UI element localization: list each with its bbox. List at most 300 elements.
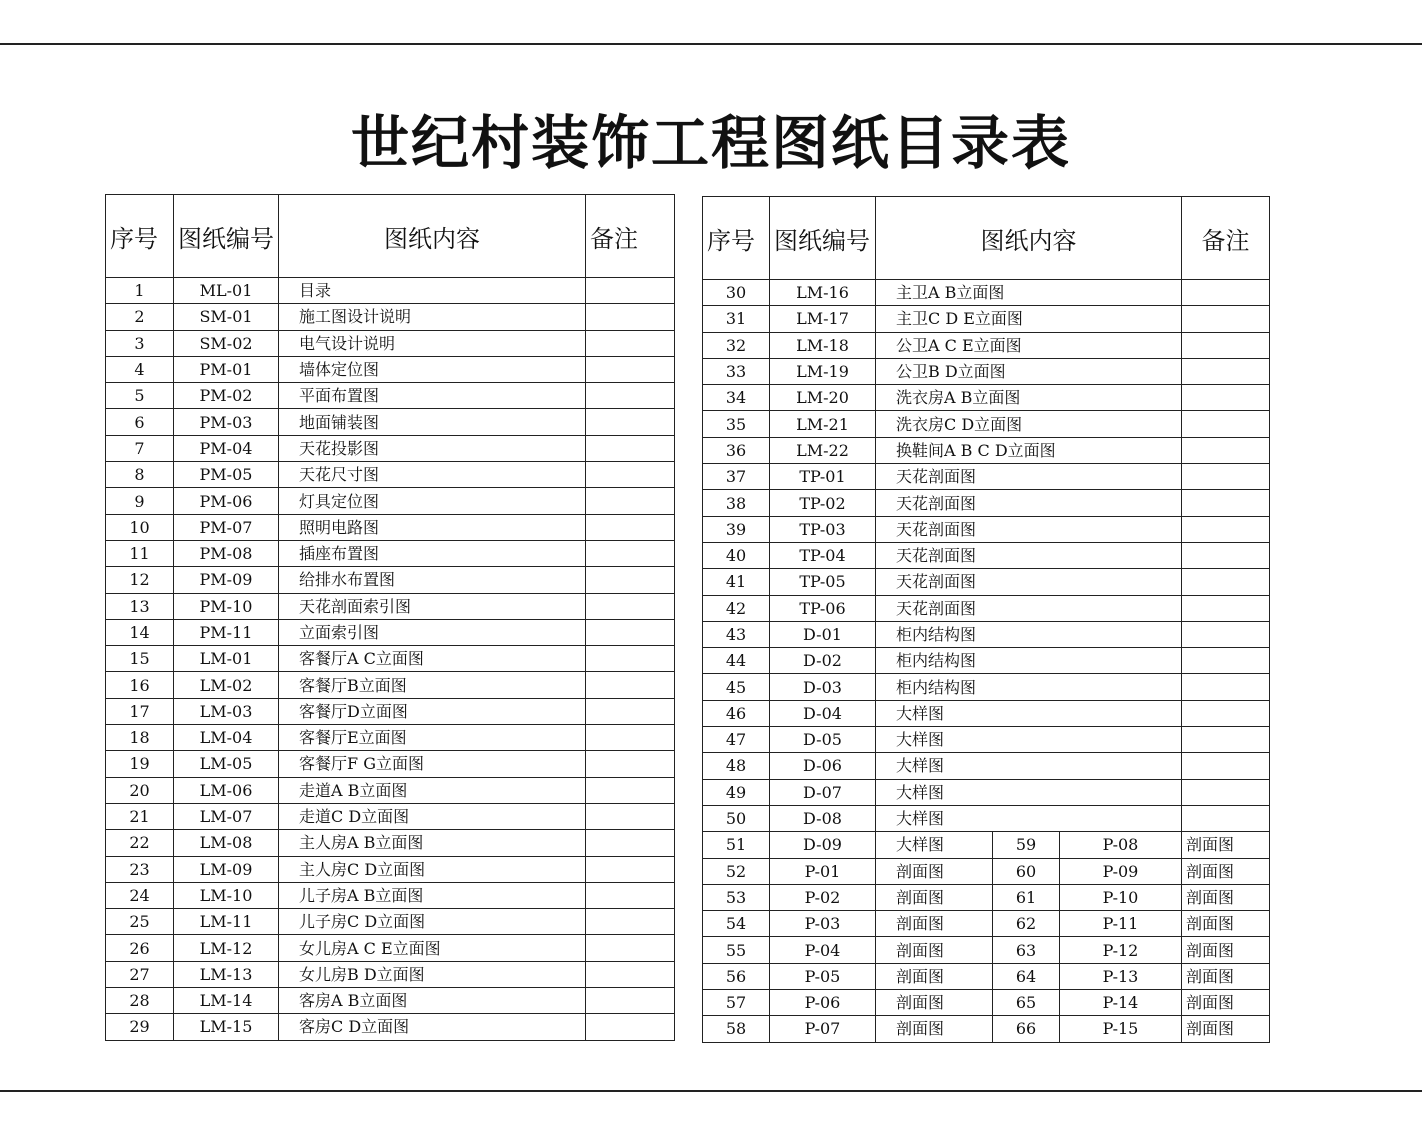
code-cell: TP-06 <box>770 595 876 621</box>
note-cell <box>1182 542 1270 568</box>
code-cell: P-03 <box>770 911 876 937</box>
table-row <box>703 990 1270 1016</box>
table-row <box>106 672 675 698</box>
content-cell: 大样图 <box>876 832 993 858</box>
table-row <box>703 542 1270 568</box>
seq-cell: 26 <box>106 935 174 961</box>
content-cell: 天花剖面图 <box>876 569 1182 595</box>
content-cell-2: 剖面图 <box>1182 911 1270 937</box>
seq-cell: 6 <box>106 409 174 435</box>
table-row <box>106 803 675 829</box>
code-cell: D-06 <box>770 753 876 779</box>
table-row <box>703 674 1270 700</box>
seq-cell: 56 <box>703 963 770 989</box>
content-cell: 柜内结构图 <box>876 621 1182 647</box>
table-row <box>106 304 675 330</box>
table-row <box>703 700 1270 726</box>
content-cell: 施工图设计说明 <box>279 304 586 330</box>
seq-cell: 22 <box>106 830 174 856</box>
seq-cell: 43 <box>703 621 770 647</box>
content-cell: 客房C D立面图 <box>279 1014 586 1040</box>
code-cell: P-01 <box>770 858 876 884</box>
note-cell <box>1182 805 1270 831</box>
seq-cell: 31 <box>703 306 770 332</box>
note-cell <box>586 935 675 961</box>
code-cell: LM-14 <box>174 988 279 1014</box>
seq-cell: 1 <box>106 278 174 304</box>
content-cell: 剖面图 <box>876 858 993 884</box>
table-row <box>106 488 675 514</box>
code-cell: TP-05 <box>770 569 876 595</box>
code-cell: P-02 <box>770 884 876 910</box>
content-cell: 平面布置图 <box>279 383 586 409</box>
table-row <box>106 1014 675 1040</box>
code-cell: PM-04 <box>174 435 279 461</box>
code-cell: PM-01 <box>174 356 279 382</box>
code-cell: LM-21 <box>770 411 876 437</box>
note-cell <box>1182 700 1270 726</box>
note-cell <box>1182 490 1270 516</box>
seq-cell: 20 <box>106 777 174 803</box>
seq-cell: 36 <box>703 437 770 463</box>
content-cell: 客餐厅F G立面图 <box>279 751 586 777</box>
seq-cell: 4 <box>106 356 174 382</box>
header-row <box>106 195 675 278</box>
content-cell: 客餐厅A C立面图 <box>279 646 586 672</box>
note-cell <box>586 514 675 540</box>
note-cell <box>1182 779 1270 805</box>
content-cell: 天花剖面图 <box>876 516 1182 542</box>
seq-cell: 33 <box>703 358 770 384</box>
table-row <box>106 856 675 882</box>
drawing-list-right <box>702 196 1270 1043</box>
table-row <box>703 727 1270 753</box>
content-cell: 天花尺寸图 <box>279 462 586 488</box>
note-cell <box>586 383 675 409</box>
seq-cell: 8 <box>106 462 174 488</box>
code-cell: LM-12 <box>174 935 279 961</box>
code-cell: D-03 <box>770 674 876 700</box>
note-cell <box>1182 280 1270 306</box>
seq-cell: 7 <box>106 435 174 461</box>
seq-cell: 50 <box>703 805 770 831</box>
table-row <box>703 753 1270 779</box>
code-cell: SM-02 <box>174 330 279 356</box>
note-cell <box>586 1014 675 1040</box>
seq-cell-2: 66 <box>993 1016 1060 1042</box>
content-cell: 剖面图 <box>876 911 993 937</box>
code-cell: SM-01 <box>174 304 279 330</box>
content-cell-2: 剖面图 <box>1182 884 1270 910</box>
note-cell <box>1182 727 1270 753</box>
table-row <box>106 593 675 619</box>
content-cell: 主人房C D立面图 <box>279 856 586 882</box>
seq-cell: 18 <box>106 725 174 751</box>
table-row <box>703 621 1270 647</box>
note-cell <box>1182 306 1270 332</box>
content-cell: 地面铺装图 <box>279 409 586 435</box>
table-row <box>106 619 675 645</box>
table-row <box>106 383 675 409</box>
note-cell <box>1182 411 1270 437</box>
code-cell: LM-22 <box>770 437 876 463</box>
note-cell <box>586 619 675 645</box>
note-cell <box>586 330 675 356</box>
note-cell <box>1182 674 1270 700</box>
table-row <box>106 514 675 540</box>
seq-cell-2: 63 <box>993 937 1060 963</box>
seq-cell: 10 <box>106 514 174 540</box>
seq-cell-2: 60 <box>993 858 1060 884</box>
code-cell: LM-02 <box>174 672 279 698</box>
table-row <box>703 385 1270 411</box>
table-row <box>703 832 1270 858</box>
seq-cell: 47 <box>703 727 770 753</box>
content-cell: 天花剖面图 <box>876 542 1182 568</box>
seq-cell: 55 <box>703 937 770 963</box>
note-cell <box>586 856 675 882</box>
table-row <box>703 437 1270 463</box>
note-cell <box>586 988 675 1014</box>
table-row <box>703 516 1270 542</box>
content-cell: 主卫A B立面图 <box>876 280 1182 306</box>
code-cell: LM-17 <box>770 306 876 332</box>
seq-cell: 19 <box>106 751 174 777</box>
code-cell: PM-02 <box>174 383 279 409</box>
content-cell: 洗衣房C D立面图 <box>876 411 1182 437</box>
seq-cell: 48 <box>703 753 770 779</box>
code-cell-2: P-14 <box>1060 990 1182 1016</box>
code-cell: PM-05 <box>174 462 279 488</box>
content-cell: 公卫A C E立面图 <box>876 332 1182 358</box>
code-cell: LM-19 <box>770 358 876 384</box>
note-cell <box>586 725 675 751</box>
table-row <box>703 858 1270 884</box>
content-cell: 大样图 <box>876 753 1182 779</box>
code-cell: LM-05 <box>174 751 279 777</box>
code-cell: PM-10 <box>174 593 279 619</box>
content-cell: 女儿房B D立面图 <box>279 961 586 987</box>
seq-cell-2: 65 <box>993 990 1060 1016</box>
table-row <box>703 1016 1270 1042</box>
table-row <box>703 411 1270 437</box>
code-cell: TP-02 <box>770 490 876 516</box>
table-row <box>106 725 675 751</box>
note-cell <box>586 961 675 987</box>
table-row <box>106 909 675 935</box>
note-cell <box>586 462 675 488</box>
code-cell-2: P-12 <box>1060 937 1182 963</box>
content-cell: 天花投影图 <box>279 435 586 461</box>
table-row <box>703 648 1270 674</box>
content-cell: 给排水布置图 <box>279 567 586 593</box>
code-cell: PM-08 <box>174 540 279 566</box>
header-note: 备注 <box>586 195 675 278</box>
table-row <box>106 830 675 856</box>
seq-cell: 29 <box>106 1014 174 1040</box>
code-cell: LM-09 <box>174 856 279 882</box>
seq-cell: 51 <box>703 832 770 858</box>
seq-cell: 17 <box>106 698 174 724</box>
page-title: 世纪村装饰工程图纸目录表 <box>350 109 1071 177</box>
seq-cell: 54 <box>703 911 770 937</box>
content-cell: 女儿房A C E立面图 <box>279 935 586 961</box>
seq-cell: 13 <box>106 593 174 619</box>
seq-cell: 21 <box>106 803 174 829</box>
table-row <box>703 963 1270 989</box>
content-cell: 公卫B D立面图 <box>876 358 1182 384</box>
content-cell: 儿子房C D立面图 <box>279 909 586 935</box>
content-cell: 照明电路图 <box>279 514 586 540</box>
content-cell: 天花剖面图 <box>876 464 1182 490</box>
code-cell: PM-07 <box>174 514 279 540</box>
table-row <box>106 278 675 304</box>
note-cell <box>586 409 675 435</box>
content-cell: 走道A B立面图 <box>279 777 586 803</box>
table-row <box>703 911 1270 937</box>
table-row <box>703 280 1270 306</box>
seq-cell: 24 <box>106 882 174 908</box>
note-cell <box>1182 332 1270 358</box>
content-cell: 柜内结构图 <box>876 674 1182 700</box>
content-cell: 客餐厅D立面图 <box>279 698 586 724</box>
table-row <box>703 595 1270 621</box>
seq-cell: 28 <box>106 988 174 1014</box>
seq-cell: 34 <box>703 385 770 411</box>
note-cell <box>1182 464 1270 490</box>
code-cell-2: P-09 <box>1060 858 1182 884</box>
content-cell: 柜内结构图 <box>876 648 1182 674</box>
seq-cell: 15 <box>106 646 174 672</box>
content-cell: 主人房A B立面图 <box>279 830 586 856</box>
note-cell <box>1182 621 1270 647</box>
header-code: 图纸编号 <box>174 195 279 278</box>
seq-cell: 27 <box>106 961 174 987</box>
bottom-border-rule <box>0 1090 1422 1092</box>
code-cell: LM-16 <box>770 280 876 306</box>
code-cell: LM-13 <box>174 961 279 987</box>
code-cell: LM-18 <box>770 332 876 358</box>
table-row <box>703 464 1270 490</box>
seq-cell: 9 <box>106 488 174 514</box>
note-cell <box>586 304 675 330</box>
top-border-rule <box>0 43 1422 45</box>
header-seq: 序号 <box>106 195 174 278</box>
code-cell: LM-11 <box>174 909 279 935</box>
note-cell <box>586 698 675 724</box>
table-row <box>106 462 675 488</box>
table-row <box>106 356 675 382</box>
header-seq: 序号 <box>703 197 770 280</box>
code-cell: LM-20 <box>770 385 876 411</box>
code-cell: TP-04 <box>770 542 876 568</box>
seq-cell: 3 <box>106 330 174 356</box>
content-cell: 墙体定位图 <box>279 356 586 382</box>
table-row <box>106 698 675 724</box>
seq-cell: 37 <box>703 464 770 490</box>
content-cell: 剖面图 <box>876 990 993 1016</box>
header-code: 图纸编号 <box>770 197 876 280</box>
seq-cell: 2 <box>106 304 174 330</box>
seq-cell: 35 <box>703 411 770 437</box>
seq-cell-2: 59 <box>993 832 1060 858</box>
code-cell-2: P-13 <box>1060 963 1182 989</box>
content-cell: 洗衣房A B立面图 <box>876 385 1182 411</box>
content-cell: 天花剖面索引图 <box>279 593 586 619</box>
code-cell: LM-15 <box>174 1014 279 1040</box>
content-cell: 剖面图 <box>876 963 993 989</box>
table-row <box>703 884 1270 910</box>
seq-cell: 16 <box>106 672 174 698</box>
content-cell: 剖面图 <box>876 937 993 963</box>
seq-cell: 39 <box>703 516 770 542</box>
seq-cell: 30 <box>703 280 770 306</box>
code-cell: TP-03 <box>770 516 876 542</box>
content-cell: 换鞋间A B C D立面图 <box>876 437 1182 463</box>
content-cell: 儿子房A B立面图 <box>279 882 586 908</box>
code-cell: D-02 <box>770 648 876 674</box>
code-cell: PM-06 <box>174 488 279 514</box>
content-cell: 灯具定位图 <box>279 488 586 514</box>
table-row <box>106 988 675 1014</box>
note-cell <box>586 646 675 672</box>
code-cell-2: P-10 <box>1060 884 1182 910</box>
code-cell: D-04 <box>770 700 876 726</box>
code-cell: P-04 <box>770 937 876 963</box>
code-cell: PM-09 <box>174 567 279 593</box>
code-cell: ML-01 <box>174 278 279 304</box>
note-cell <box>1182 385 1270 411</box>
note-cell <box>586 540 675 566</box>
table-row <box>106 751 675 777</box>
table-row <box>106 409 675 435</box>
table-row <box>106 646 675 672</box>
table-row <box>106 777 675 803</box>
code-cell-2: P-15 <box>1060 1016 1182 1042</box>
note-cell <box>586 882 675 908</box>
table-row <box>106 330 675 356</box>
seq-cell: 44 <box>703 648 770 674</box>
code-cell: LM-08 <box>174 830 279 856</box>
table-row <box>106 935 675 961</box>
code-cell: P-06 <box>770 990 876 1016</box>
seq-cell: 23 <box>106 856 174 882</box>
table-row <box>106 961 675 987</box>
code-cell: D-01 <box>770 621 876 647</box>
content-cell: 大样图 <box>876 727 1182 753</box>
note-cell <box>586 777 675 803</box>
note-cell <box>1182 595 1270 621</box>
code-cell: PM-11 <box>174 619 279 645</box>
header-note: 备注 <box>1182 197 1270 280</box>
seq-cell: 5 <box>106 383 174 409</box>
content-cell-2: 剖面图 <box>1182 832 1270 858</box>
note-cell <box>586 803 675 829</box>
code-cell: TP-01 <box>770 464 876 490</box>
code-cell-2: P-11 <box>1060 911 1182 937</box>
content-cell: 大样图 <box>876 779 1182 805</box>
code-cell: LM-06 <box>174 777 279 803</box>
seq-cell: 25 <box>106 909 174 935</box>
header-row <box>703 197 1270 280</box>
content-cell: 大样图 <box>876 700 1182 726</box>
content-cell: 大样图 <box>876 805 1182 831</box>
seq-cell: 52 <box>703 858 770 884</box>
content-cell: 天花剖面图 <box>876 595 1182 621</box>
table-row <box>106 567 675 593</box>
code-cell: LM-04 <box>174 725 279 751</box>
seq-cell: 12 <box>106 567 174 593</box>
content-cell: 剖面图 <box>876 884 993 910</box>
note-cell <box>586 909 675 935</box>
seq-cell: 11 <box>106 540 174 566</box>
code-cell: D-07 <box>770 779 876 805</box>
header-content: 图纸内容 <box>876 197 1182 280</box>
table-row <box>106 882 675 908</box>
note-cell <box>586 672 675 698</box>
note-cell <box>586 278 675 304</box>
table-row <box>106 435 675 461</box>
seq-cell: 58 <box>703 1016 770 1042</box>
seq-cell: 53 <box>703 884 770 910</box>
content-cell-2: 剖面图 <box>1182 963 1270 989</box>
content-cell: 主卫C D E立面图 <box>876 306 1182 332</box>
code-cell: LM-03 <box>174 698 279 724</box>
seq-cell: 49 <box>703 779 770 805</box>
code-cell-2: P-08 <box>1060 832 1182 858</box>
code-cell: LM-10 <box>174 882 279 908</box>
content-cell: 目录 <box>279 278 586 304</box>
header-content: 图纸内容 <box>279 195 586 278</box>
seq-cell: 46 <box>703 700 770 726</box>
table-row <box>703 805 1270 831</box>
note-cell <box>586 567 675 593</box>
note-cell <box>586 488 675 514</box>
note-cell <box>1182 648 1270 674</box>
note-cell <box>586 356 675 382</box>
content-cell: 立面索引图 <box>279 619 586 645</box>
content-cell-2: 剖面图 <box>1182 1016 1270 1042</box>
note-cell <box>586 593 675 619</box>
content-cell: 客餐厅B立面图 <box>279 672 586 698</box>
seq-cell: 14 <box>106 619 174 645</box>
note-cell <box>1182 437 1270 463</box>
code-cell: PM-03 <box>174 409 279 435</box>
content-cell: 插座布置图 <box>279 540 586 566</box>
note-cell <box>586 751 675 777</box>
content-cell: 走道C D立面图 <box>279 803 586 829</box>
table-row <box>703 358 1270 384</box>
content-cell: 客房A B立面图 <box>279 988 586 1014</box>
table-row <box>703 779 1270 805</box>
content-cell: 客餐厅E立面图 <box>279 725 586 751</box>
note-cell <box>586 830 675 856</box>
code-cell: LM-01 <box>174 646 279 672</box>
table-row <box>106 540 675 566</box>
note-cell <box>1182 753 1270 779</box>
seq-cell: 42 <box>703 595 770 621</box>
seq-cell-2: 61 <box>993 884 1060 910</box>
seq-cell: 40 <box>703 542 770 568</box>
table-row <box>703 937 1270 963</box>
note-cell <box>1182 516 1270 542</box>
table-row <box>703 306 1270 332</box>
seq-cell-2: 64 <box>993 963 1060 989</box>
code-cell: D-08 <box>770 805 876 831</box>
code-cell: P-07 <box>770 1016 876 1042</box>
note-cell <box>1182 569 1270 595</box>
seq-cell-2: 62 <box>993 911 1060 937</box>
